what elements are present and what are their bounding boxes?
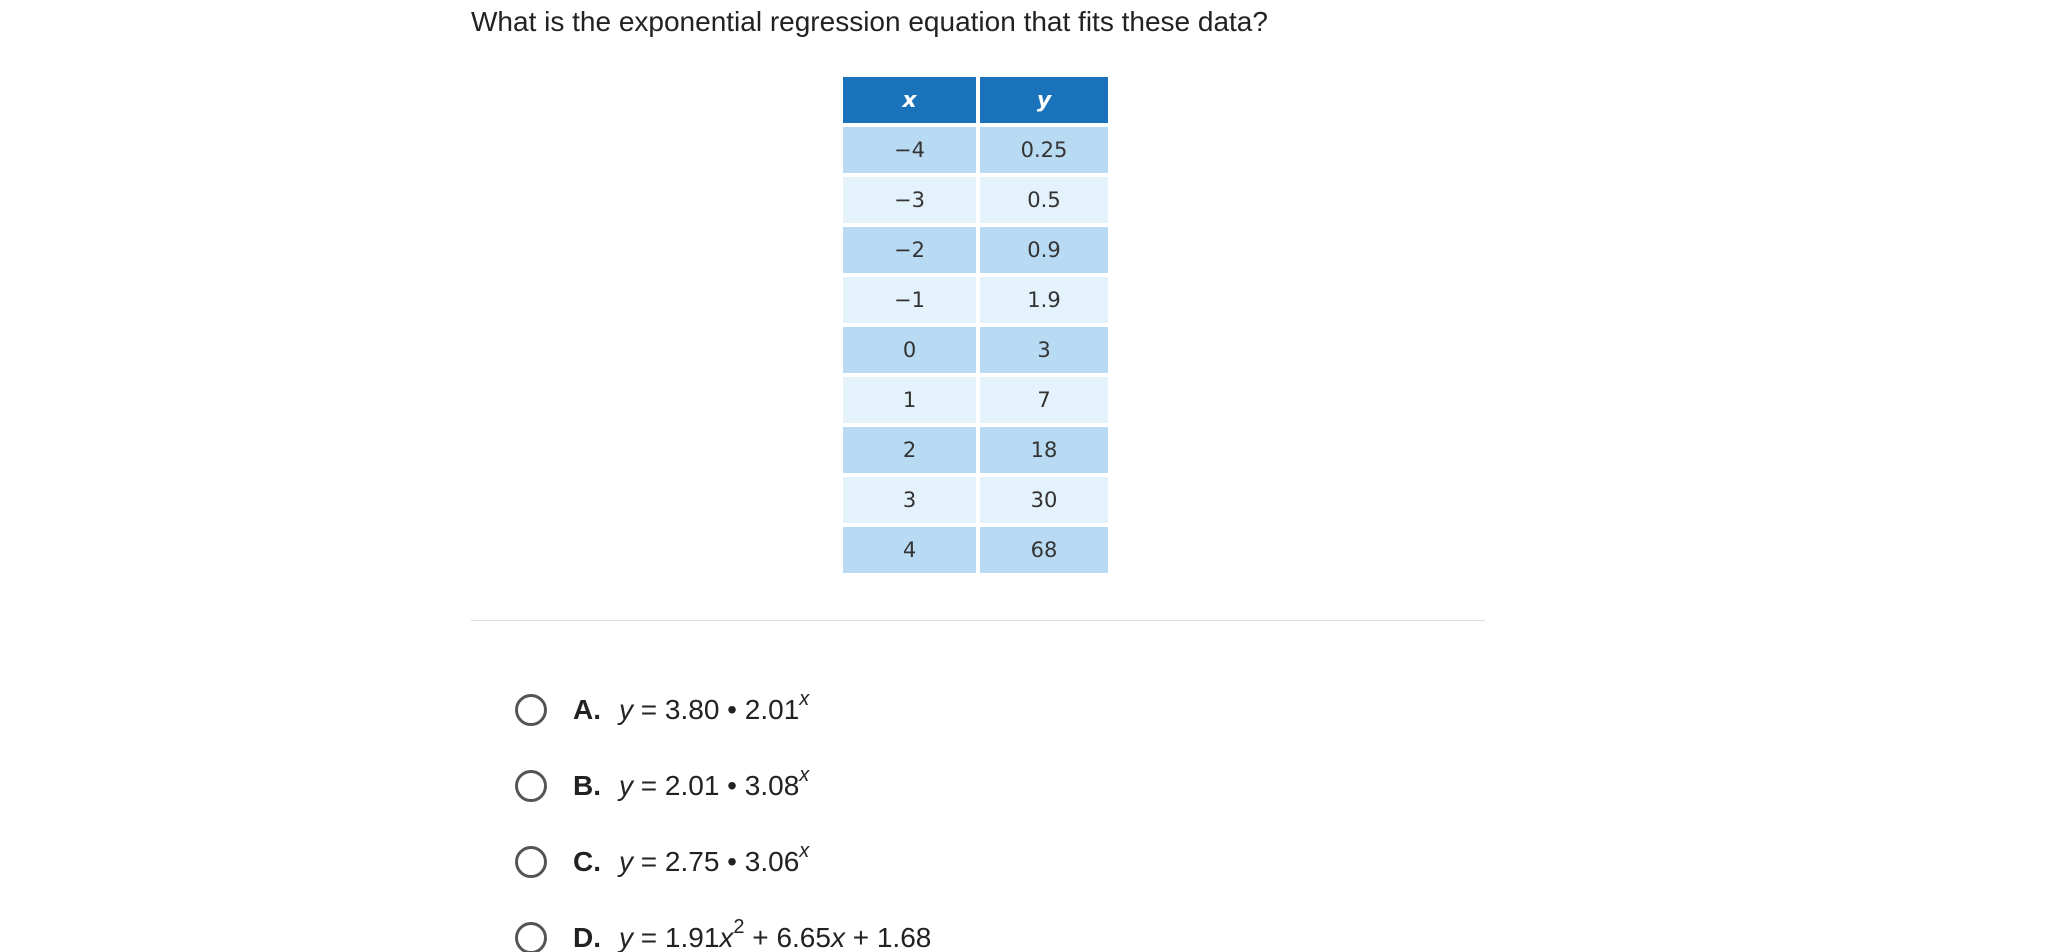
choice-letter-b: B. bbox=[573, 770, 601, 801]
data-table bbox=[839, 73, 1112, 577]
equation-x: x bbox=[830, 922, 845, 952]
equation-exponent: x bbox=[799, 764, 810, 786]
choice-equation-b bbox=[619, 764, 810, 802]
choice-letter-d: D. bbox=[573, 922, 601, 952]
cell-x: 1 bbox=[843, 377, 976, 423]
equation-body: = 3.80 • 2.01 bbox=[633, 694, 800, 725]
equation-exponent: x bbox=[799, 688, 810, 710]
equation-x: x bbox=[719, 922, 734, 952]
header-x: x bbox=[843, 77, 976, 123]
choice-letter-a: A. bbox=[573, 694, 601, 725]
choice-c[interactable] bbox=[515, 824, 931, 900]
equation-var: y bbox=[619, 694, 633, 725]
equation-var: y bbox=[619, 770, 633, 801]
table-row bbox=[843, 227, 1108, 273]
choice-d[interactable] bbox=[515, 900, 931, 952]
table-row bbox=[843, 527, 1108, 573]
table-row bbox=[843, 377, 1108, 423]
answer-choices bbox=[515, 672, 931, 952]
radio-button-c[interactable] bbox=[515, 846, 547, 878]
cell-y: 0.25 bbox=[980, 127, 1108, 173]
equation-body: + 6.65 bbox=[744, 922, 831, 952]
equation-body: = 2.01 • 3.08 bbox=[633, 770, 800, 801]
equation-body: = 1.91 bbox=[633, 922, 720, 952]
cell-x: 0 bbox=[843, 327, 976, 373]
equation-body: = 2.75 • 3.06 bbox=[633, 846, 800, 877]
equation-exponent: 2 bbox=[733, 916, 745, 938]
table-row bbox=[843, 477, 1108, 523]
radio-button-a[interactable] bbox=[515, 694, 547, 726]
question-text: What is the exponential regression equation that fits these data? bbox=[471, 6, 1268, 37]
cell-y: 0.9 bbox=[980, 227, 1108, 273]
cell-x: 2 bbox=[843, 427, 976, 473]
cell-x: 3 bbox=[843, 477, 976, 523]
cell-x: −4 bbox=[843, 127, 976, 173]
cell-y: 1.9 bbox=[980, 277, 1108, 323]
cell-x: 4 bbox=[843, 527, 976, 573]
equation-var: y bbox=[619, 922, 633, 952]
cell-y: 7 bbox=[980, 377, 1108, 423]
choice-letter-c: C. bbox=[573, 846, 601, 877]
section-divider bbox=[471, 620, 1485, 621]
table-row bbox=[843, 327, 1108, 373]
cell-y: 3 bbox=[980, 327, 1108, 373]
cell-y: 30 bbox=[980, 477, 1108, 523]
choice-a[interactable] bbox=[515, 672, 931, 748]
cell-y: 0.5 bbox=[980, 177, 1108, 223]
cell-y: 68 bbox=[980, 527, 1108, 573]
choice-equation-a bbox=[619, 688, 810, 726]
cell-y: 18 bbox=[980, 427, 1108, 473]
table-row bbox=[843, 177, 1108, 223]
header-y: y bbox=[980, 77, 1108, 123]
cell-x: −1 bbox=[843, 277, 976, 323]
table-row bbox=[843, 127, 1108, 173]
cell-x: −2 bbox=[843, 227, 976, 273]
choice-equation-d bbox=[619, 916, 932, 952]
cell-x: −3 bbox=[843, 177, 976, 223]
table-row bbox=[843, 277, 1108, 323]
radio-button-b[interactable] bbox=[515, 770, 547, 802]
data-table-container bbox=[843, 77, 1108, 573]
radio-button-d[interactable] bbox=[515, 922, 547, 952]
equation-body: + 1.68 bbox=[844, 922, 932, 952]
choice-b[interactable] bbox=[515, 748, 931, 824]
equation-exponent: x bbox=[799, 840, 810, 862]
table-row bbox=[843, 427, 1108, 473]
equation-var: y bbox=[619, 846, 633, 877]
table-header-row bbox=[843, 77, 1108, 123]
choice-equation-c bbox=[619, 840, 810, 878]
